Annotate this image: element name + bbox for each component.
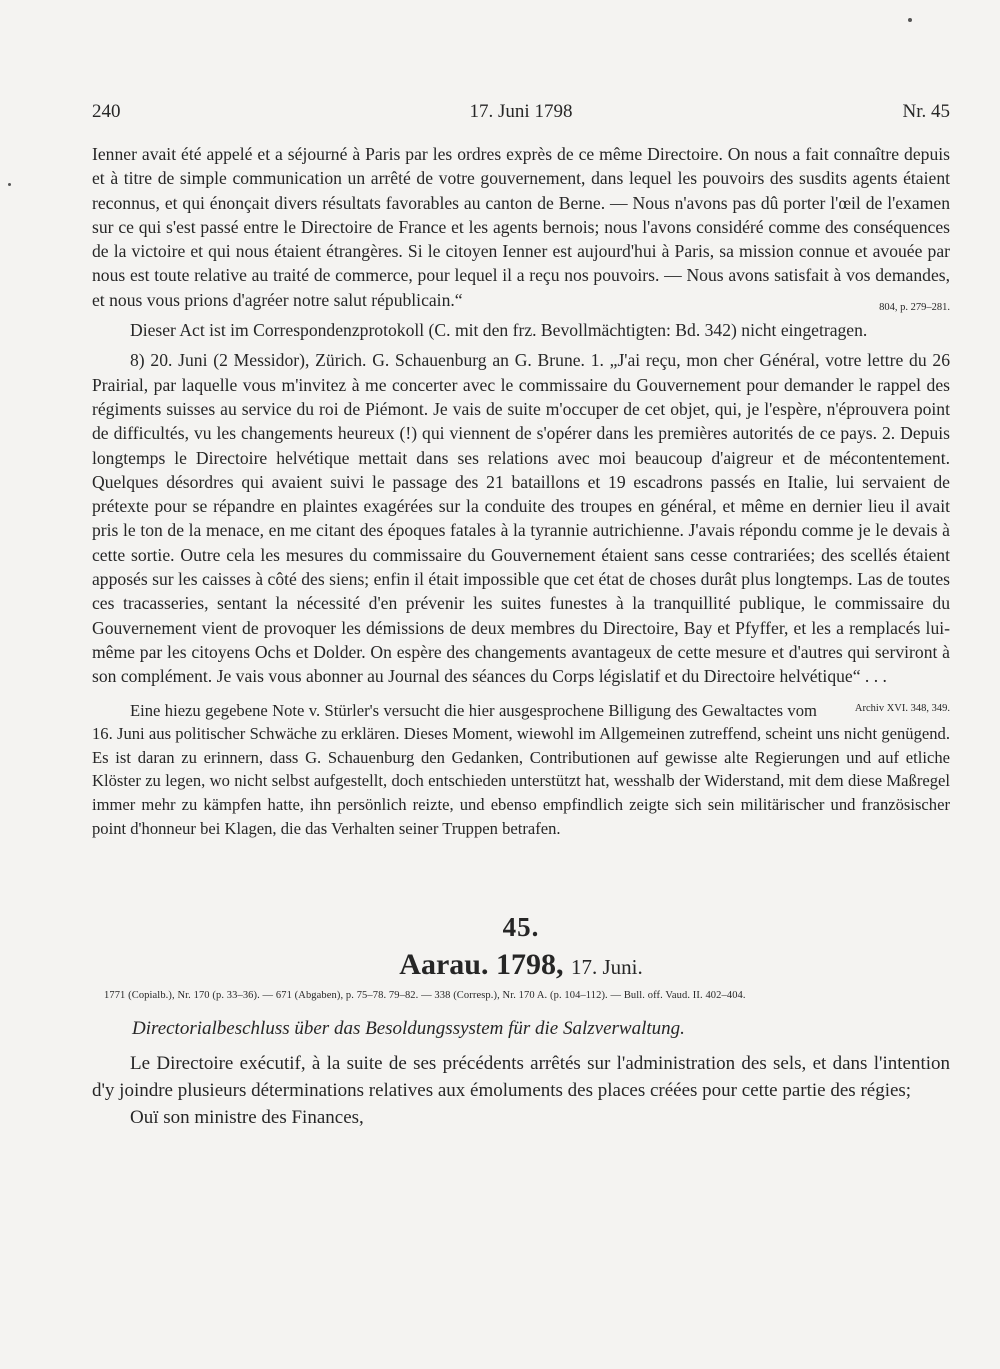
running-header (92, 101, 950, 127)
document-subtitle: Directorialbeschluss über das Besoldungssystem für die Salzverwaltung. (132, 1018, 685, 1039)
paragraph-text: Eine hiezu gegebene Note v. Stürler's versucht die hier ausgesprochene Billigung des Gewaltactes vom 16. Juni aus politischer Schwäche zu erklären. Dieses Moment, wiewohl im Allgemeinen zutreffend, scheint uns nicht genügend. Es ist daran zu erinnern, dass G. Schauenburg den Gedanken, Contributionen auf gewisse alte Regierungen und auf etliche Klöster zu legen, wo nicht selbst aufgestellt, doch entschieden unterstützt hat, wesshalb der Widerstand, mit dem diese Maßregel immer mehr zu kämpfen hatte, ihn persönlich reizte, und ebenso empfindlich zeigte sich sein militärischer und französischer point d'honneur bei Klagen, die das Verhalten seiner Truppen betrafen. (92, 700, 950, 838)
letter-excerpt (92, 348, 950, 714)
source-reference: 804, p. 279–281. (879, 301, 950, 313)
header-date: 17. Juni 1798 (469, 101, 573, 122)
paragraph-text: Ienner avait été appelé et a séjourné à Paris par les ordres exprès de ce même Directoire. On nous a fait connaître depuis et à titre de simple communication un arrêté de votre gouvernement, dans lequel les pouvoirs des susdits agents étaient reconnus, et qui énonçait divers résultats favorables au canton de Berne. — Nous n'avons pas dû porter l'œil de l'examen sur ce qui s'est passé entre le Directoire de France et les agents bernois; nous l'avons considéré comme des conséquences de la victoire et qui nous étaient étrangères. Si le citoyen Ienner est aujourd'hui à Paris, sa mission connue et avouée par nous est toute relative au traité de commerce, pour lequel il a reçu nos pouvoirs. — Nous avons satisfait à vos demandes, et nous vous prions d'agréer notre salut républicain.“ (92, 144, 950, 310)
page-number: 240 (92, 101, 121, 122)
paragraph-text: 8) 20. Juni (2 Messidor), Zürich. G. Schauenburg an G. Brune. 1. „J'ai reçu, mon cher Général, votre lettre du 26 Prairial, par laquelle vous m'invitez à me concerter avec le commissaire du Gouvernement pour demander le rappel des régiments suisses au service du roi de Piémont. Je vais de suite m'occuper de cet objet, qui, je l'espère, n'éprouvera point de difficultés, vu les changements heureux (!) qui viennent de s'opérer dans les premières autorités de ce pays. 2. Depuis longtemps le Directoire helvétique mettait dans ses relations avec moi beaucoup d'aigreur et de mécontentement. Quelques désordres qui avaient suivi le passage des 21 bataillons et 19 escadrons passés en Italie, lui servaient de prétexte pour se répandre en plaintes exagérées sur la conduite des troupes en général, et même en dernier lieu il avait pris le ton de la menace, en me citant des époques fatales à la tyrannie autrichienne. J'avais répondu comme je le devais à cette sortie. Outre cela les mesures du commissaire du Gouvernement étaient sans cesse contrariées; des scellés étaient apposés sur les caisses à côté des siens; enfin il était impossible que cet état de choses durât plus longtemps. Las de toutes ces tracasseries, sentant la nécessité d'en prévenir les suites funestes à la tranquillité publique, le commissaire du Gouvernement vient de provoquer les démissions de deux membres du Directoire, Bay et Pfyffer, et les a remplacés lui-même par les citoyens Ochs et Dolder. On espère des changements avantageux de cette mesure et d'autres qui serviront à son complément. Je vais vous abonner au Journal des séances du Corps législatif et du Directoire helvétique“ . . . (92, 350, 950, 687)
document-place: Aarau. (399, 948, 489, 981)
page-speck (908, 18, 912, 22)
editorial-note (92, 318, 950, 342)
paragraph-text: Dieser Act ist im Correspondenzprotokoll (C. mit den frz. Bevollmächtigten: Bd. 342) nicht eingetragen. (130, 320, 868, 341)
main-text (92, 142, 950, 840)
document-heading (92, 948, 950, 982)
page-speck (8, 183, 11, 186)
decree-text (92, 1050, 950, 1131)
document-date: 17. Juni. (570, 955, 643, 979)
source-reference: Archiv XVI. 348, 349. (854, 702, 950, 714)
document-number: 45. (502, 912, 540, 942)
continued-paragraph (92, 142, 950, 312)
header-doc-number: Nr. 45 (902, 101, 950, 122)
document-year: 1798, (495, 948, 564, 981)
archive-sources: 1771 (Copialb.), Nr. 170 (p. 33–36). — 671 (Abgaben), p. 75–78. 79–82. — 338 (Corresp.), Nr. 170 A. (p. 104–112). — Bull. off. Vaud. II. 402–404. (104, 990, 746, 1001)
decree-paragraph: Ouï son ministre des Finances, (130, 1107, 364, 1128)
decree-paragraph: Le Directoire exécutif, à la suite de ses précédents arrêtés sur l'administration des sels, et dans l'intention d'y joindre plusieurs déterminations relatives aux émoluments des places créées pour cette partie des régies; (92, 1053, 950, 1101)
